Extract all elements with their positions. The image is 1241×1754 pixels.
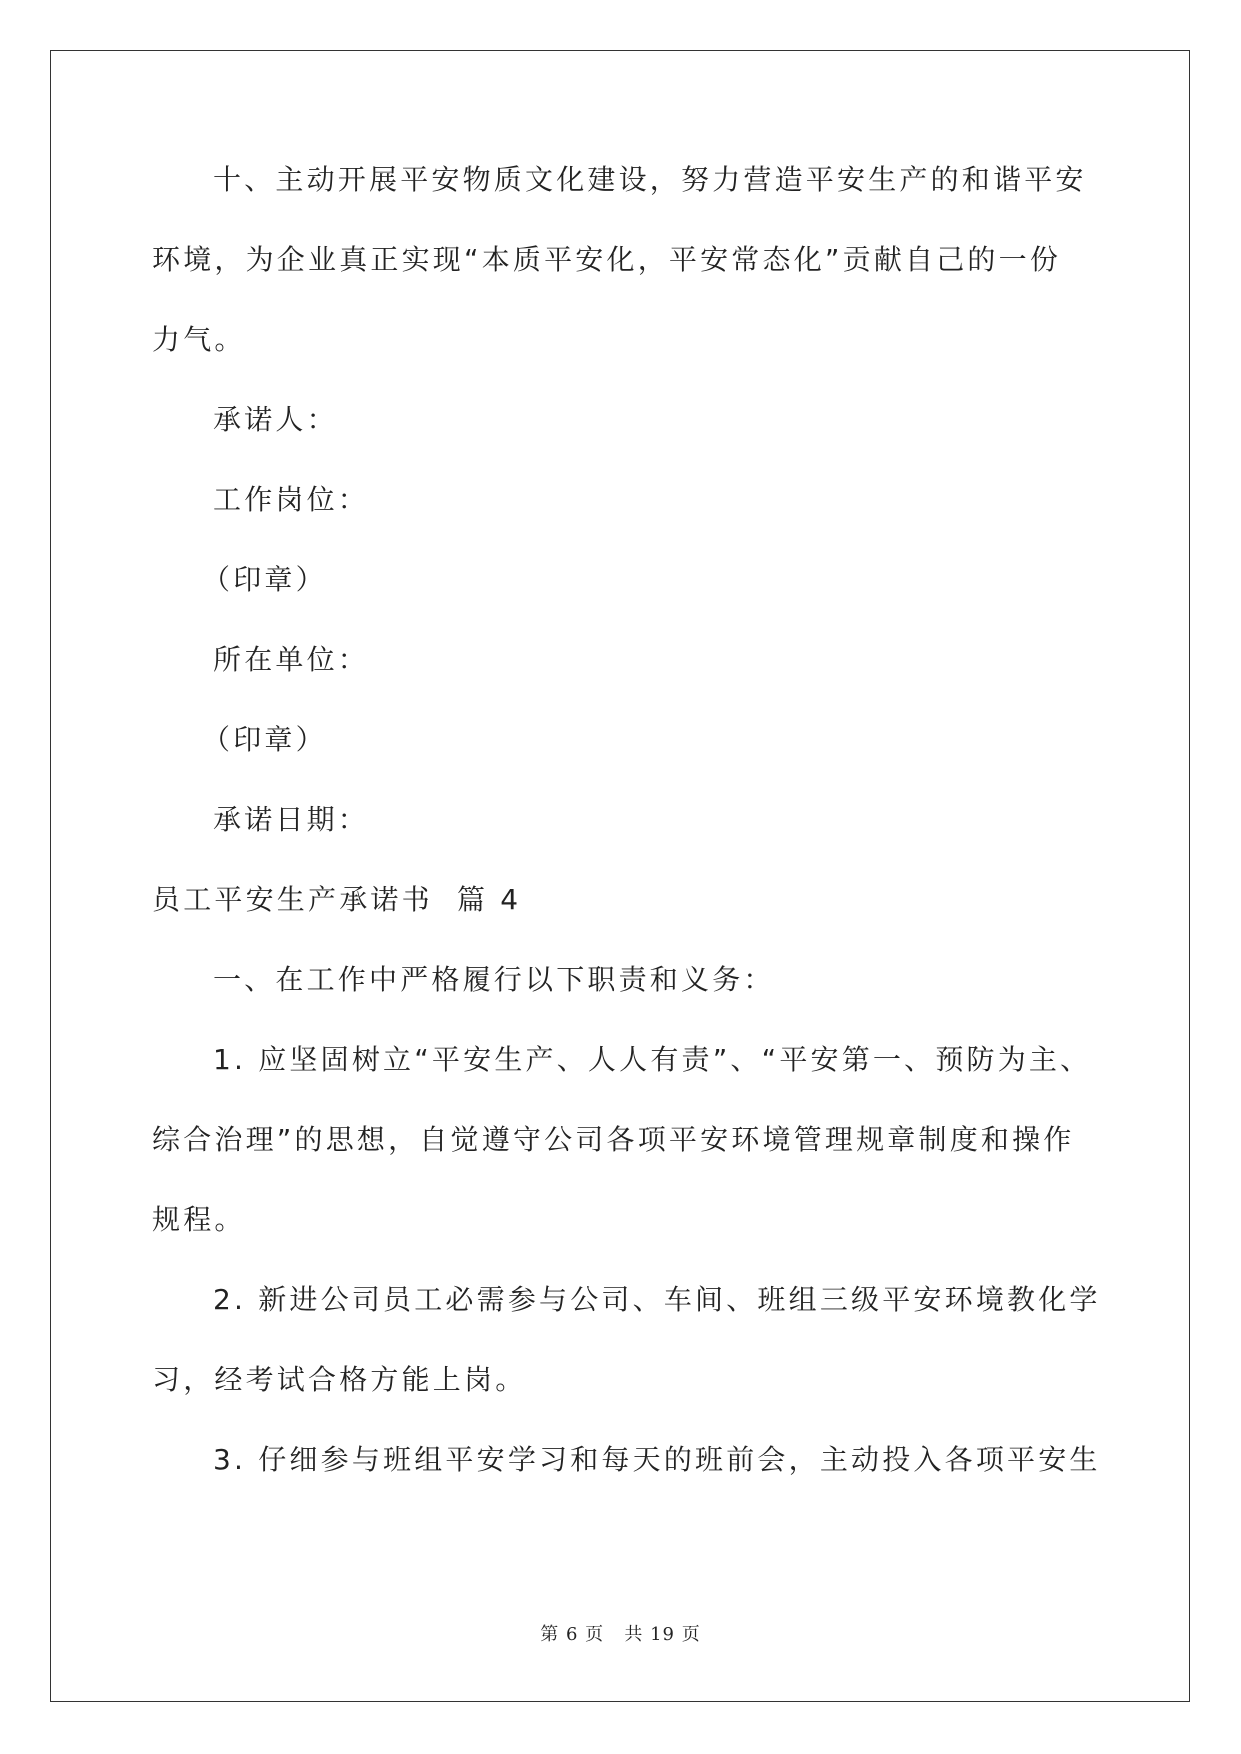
paragraph-line: 一、在工作中严格履行以下职责和义务： [213,963,775,996]
paragraph-line: 1. 应坚固树立“平安生产、人人有责”、“平安第一、预防为主、 [213,1043,1092,1076]
paragraph-line: 2. 新进公司员工必需参与公司、车间、班组三级平安环境教化学 [213,1283,1101,1316]
paragraph-line: 习，经考试合格方能上岗。 [152,1363,527,1396]
unit-label: 所在单位： [213,643,370,676]
page-number-footer: 第 6 页 共 19 页 [540,1624,701,1645]
paragraph-line: 十、主动开展平安物质文化建设，努力营造平安生产的和谐平安 [213,163,1087,196]
paragraph-line: 3. 仔细参与班组平安学习和每天的班前会，主动投入各项平安生 [213,1443,1101,1476]
paragraph-line: 力气。 [152,323,246,356]
seal-label: （印章） [202,723,327,756]
section-title: 员工平安生产承诺书 篇 4 [152,883,522,916]
promiser-label: 承诺人： [213,403,338,436]
seal-label: （印章） [202,563,327,596]
paragraph-line: 环境，为企业真正实现“本质平安化，平安常态化”贡献自己的一份 [152,243,1062,276]
job-position-label: 工作岗位： [213,483,370,516]
paragraph-line: 规程。 [152,1203,246,1236]
document-body [152,160,1101,1520]
paragraph-line: 综合治理”的思想，自觉遵守公司各项平安环境管理规章制度和操作 [152,1123,1075,1156]
promise-date-label: 承诺日期： [213,803,370,836]
